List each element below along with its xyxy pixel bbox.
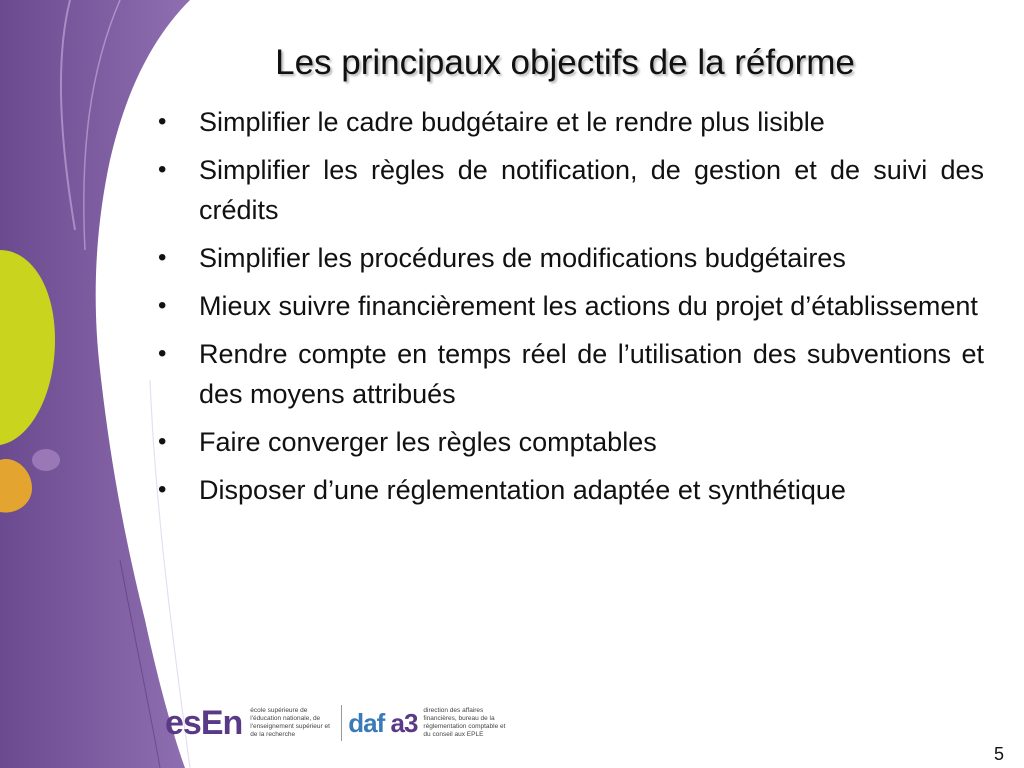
page-number: 5 [994, 744, 1005, 764]
bullet-glyph: • [158, 244, 167, 271]
bullet-glyph: • [158, 428, 167, 455]
footer-logos [165, 700, 513, 746]
bullet-list [158, 102, 984, 518]
bullet-text: Faire converger les règles comptables [199, 427, 657, 457]
bullet-glyph: • [158, 108, 167, 135]
bullet-glyph: • [158, 476, 167, 503]
bullet-item [158, 150, 984, 230]
bullet-glyph: • [158, 156, 167, 183]
esen-logo-mark: esEn [165, 703, 243, 742]
daf-logo-mark [348, 708, 417, 739]
slide-title: Les principaux objectifs de la réforme [275, 43, 855, 82]
bullet-text: Disposer d’une réglementation adaptée et synthétique [199, 475, 846, 505]
bullet-text: Simplifier les procédures de modifications budgétaires [199, 243, 846, 273]
daf-logo-text: daf [348, 707, 385, 738]
bullet-item [158, 334, 984, 414]
bullet-item [158, 286, 984, 326]
bullet-glyph: • [158, 292, 167, 319]
bullet-text: Simplifier les règles de notification, de gestion et de suivi des crédits [199, 155, 984, 225]
bullet-text: Mieux suivre financièrement les actions du projet d’établissement [199, 291, 978, 321]
bullet-glyph: • [158, 340, 167, 367]
logo-separator [341, 705, 342, 741]
daf-logo-caption: direction des affaires financières, bureau de la réglementation comptable et du conseil aux EPLE [423, 707, 506, 738]
daf-logo-suffix: a3 [390, 707, 418, 738]
bullet-item [158, 102, 984, 142]
bullet-item [158, 470, 984, 510]
bullet-item [158, 422, 984, 462]
esen-logo [165, 704, 335, 743]
bullet-text: Rendre compte en temps réel de l’utilisation des subventions et des moyens attribués [199, 339, 984, 409]
bullet-item [158, 238, 984, 278]
esen-logo-caption: école supérieure de l'éducation nationale, de l'enseignement supérieur et de la recherche [250, 707, 330, 738]
lavender-dot-shape [32, 449, 60, 471]
daf-logo [348, 707, 513, 739]
bullet-text: Simplifier le cadre budgétaire et le rendre plus lisible [199, 107, 825, 137]
